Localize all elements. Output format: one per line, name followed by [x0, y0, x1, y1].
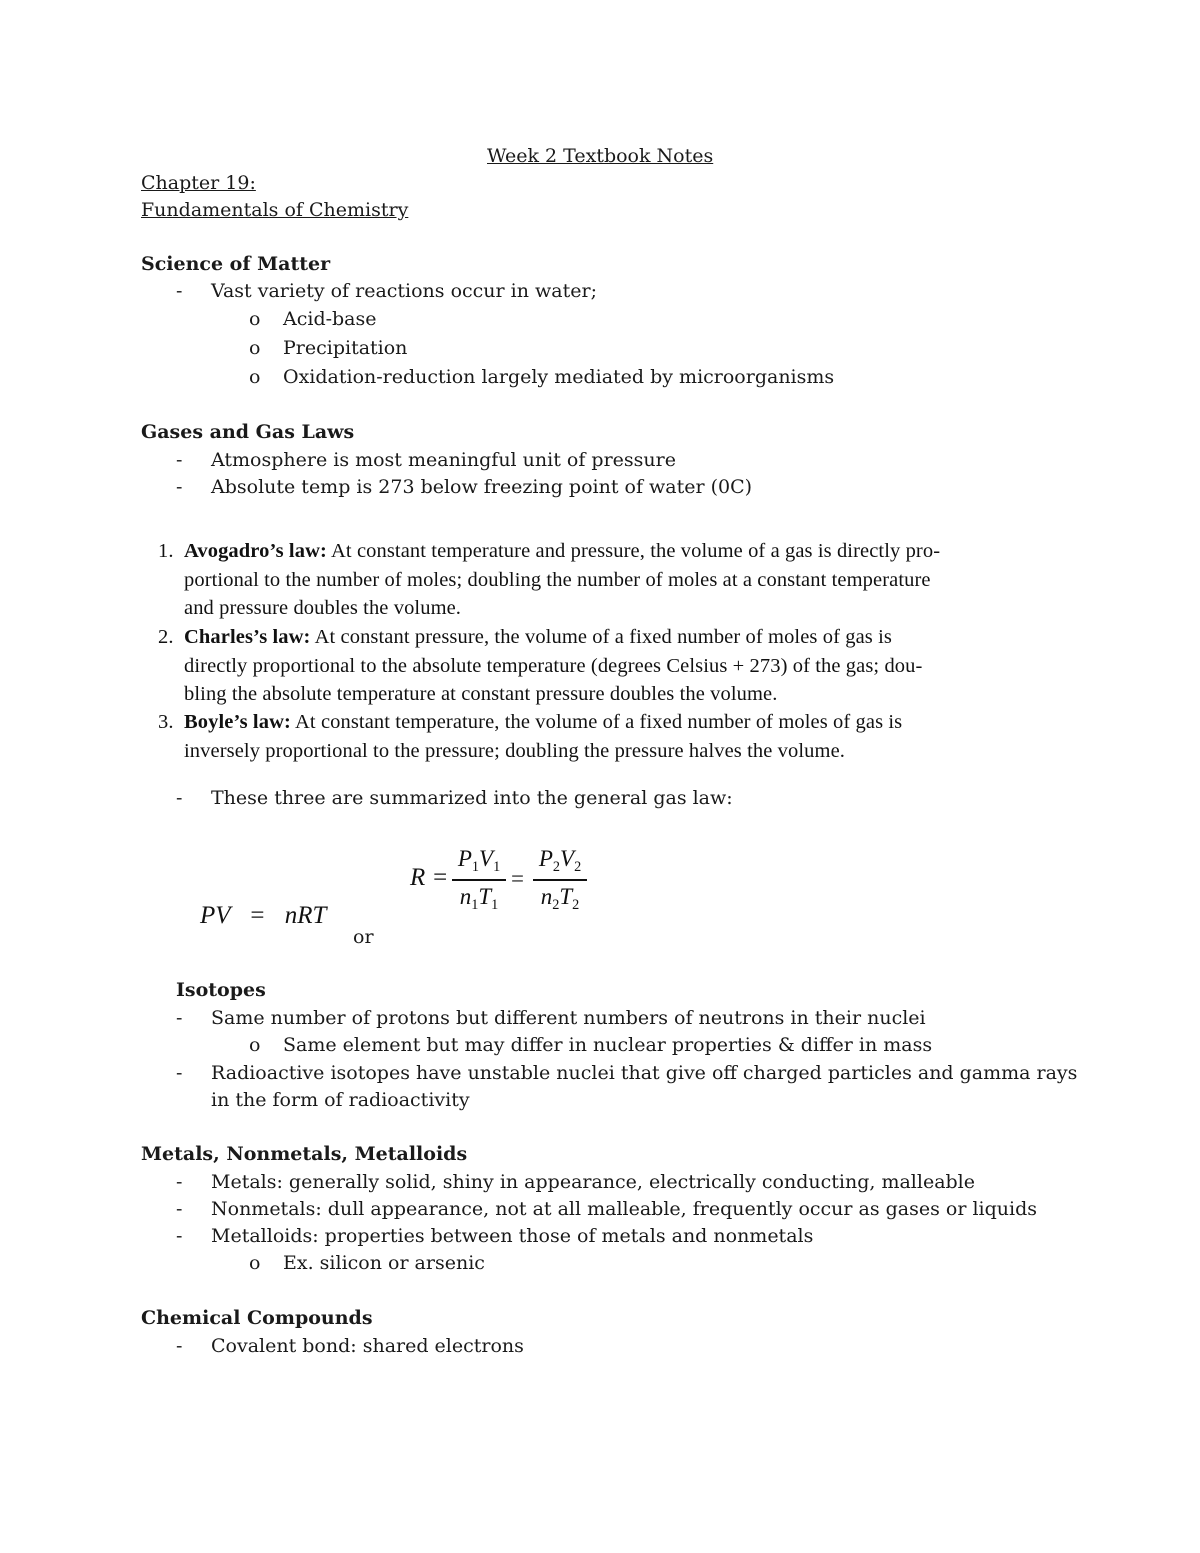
sub-list-item: Oxidation-reduction largely mediated by microorganisms	[283, 366, 835, 388]
dash-bullet: -	[176, 1335, 183, 1357]
fraction-bar	[533, 879, 587, 881]
list-item: Same number of protons but different numbers of neutrons in their nuclei	[211, 1007, 926, 1029]
frac1-numerator: $P_1V_1$	[457, 846, 501, 875]
dash-bullet: -	[176, 1062, 183, 1084]
law-text-line: bling the absolute temperature at constant pressure doubles the volume.	[184, 683, 778, 705]
circle-bullet: o	[249, 366, 261, 388]
chapter-label: Chapter 19:	[141, 172, 256, 194]
list-item: Absolute temp is 273 below freezing point of water (0C)	[211, 476, 753, 498]
or-label: or	[353, 926, 374, 948]
list-item: Covalent bond: shared electrons	[211, 1335, 524, 1357]
sub-list-item: Same element but may differ in nuclear properties & differ in mass	[283, 1034, 933, 1056]
section-heading-isotopes: Isotopes	[176, 979, 266, 1001]
circle-bullet: o	[249, 308, 261, 330]
circle-bullet: o	[249, 1252, 261, 1274]
section-heading-science: Science of Matter	[141, 253, 331, 275]
section-heading-metals: Metals, Nonmetals, Metalloids	[141, 1143, 468, 1165]
dash-bullet: -	[176, 1007, 183, 1029]
list-item: Metalloids: properties between those of metals and nonmetals	[211, 1225, 814, 1247]
law-text-line: portional to the number of moles; doubling the number of moles at a constant temperature	[184, 569, 931, 591]
law-name: Avogadro’s law:	[184, 540, 327, 562]
law-charles	[158, 626, 892, 649]
law-number: 1.	[158, 540, 174, 562]
law-text: At constant pressure, the volume of a fixed number of moles of gas is	[314, 626, 892, 648]
eq-nrt: nRT	[284, 902, 327, 929]
list-item: Radioactive isotopes have unstable nuclei that give off charged particles and gamma rays	[211, 1062, 1078, 1084]
chapter-subtitle: Fundamentals of Chemistry	[141, 199, 409, 221]
law-name: Charles’s law:	[184, 626, 311, 648]
circle-bullet: o	[249, 337, 261, 359]
sub-list-item: Acid-base	[283, 308, 377, 330]
dash-bullet: -	[176, 280, 183, 302]
dash-bullet: -	[176, 476, 183, 498]
dash-bullet: -	[176, 787, 183, 809]
list-item: These three are summarized into the general gas law:	[211, 787, 733, 809]
dash-bullet: -	[176, 449, 183, 471]
law-text-line: directly proportional to the absolute temperature (degrees Celsius + 273) of the gas; dou-	[184, 655, 923, 677]
sub-list-item: Precipitation	[283, 337, 408, 359]
dash-bullet: -	[176, 1171, 183, 1193]
law-name: Boyle’s law:	[184, 711, 291, 733]
eq-equals: =	[250, 902, 265, 929]
page-title: Week 2 Textbook Notes	[487, 145, 714, 167]
list-item: Vast variety of reactions occur in water;	[211, 280, 597, 302]
list-item-continuation: in the form of radioactivity	[211, 1089, 470, 1111]
eq-pv: PV	[200, 902, 231, 929]
circle-bullet: o	[249, 1034, 261, 1056]
equation-pv-nrt	[200, 902, 326, 930]
law-number: 3.	[158, 711, 174, 733]
law-avogadro	[158, 540, 940, 563]
law-text: At constant temperature, the volume of a fixed number of moles of gas is	[295, 711, 903, 733]
eq-equals-2: =	[511, 866, 524, 891]
frac1-denominator: $n_1T_1$	[459, 884, 499, 913]
eq-r: R =	[410, 864, 449, 891]
section-heading-compounds: Chemical Compounds	[141, 1307, 373, 1329]
law-boyle	[158, 711, 902, 734]
dash-bullet: -	[176, 1225, 183, 1247]
list-item: Metals: generally solid, shiny in appearance, electrically conducting, malleable	[211, 1171, 975, 1193]
law-text-line: inversely proportional to the pressure; doubling the pressure halves the volume.	[184, 740, 845, 762]
law-text: At constant temperature and pressure, the volume of a gas is directly pro-	[331, 540, 941, 562]
law-text-line: and pressure doubles the volume.	[184, 597, 462, 619]
frac2-denominator: $n_2T_2$	[540, 884, 580, 913]
sub-list-item: Ex. silicon or arsenic	[283, 1252, 485, 1274]
list-item: Nonmetals: dull appearance, not at all malleable, frequently occur as gases or liquids	[211, 1198, 1038, 1220]
fraction-bar	[452, 879, 506, 881]
law-number: 2.	[158, 626, 174, 648]
list-item: Atmosphere is most meaningful unit of pressure	[211, 449, 676, 471]
section-heading-gases: Gases and Gas Laws	[141, 421, 355, 443]
frac2-numerator: $P_2V_2$	[538, 846, 582, 875]
dash-bullet: -	[176, 1198, 183, 1220]
